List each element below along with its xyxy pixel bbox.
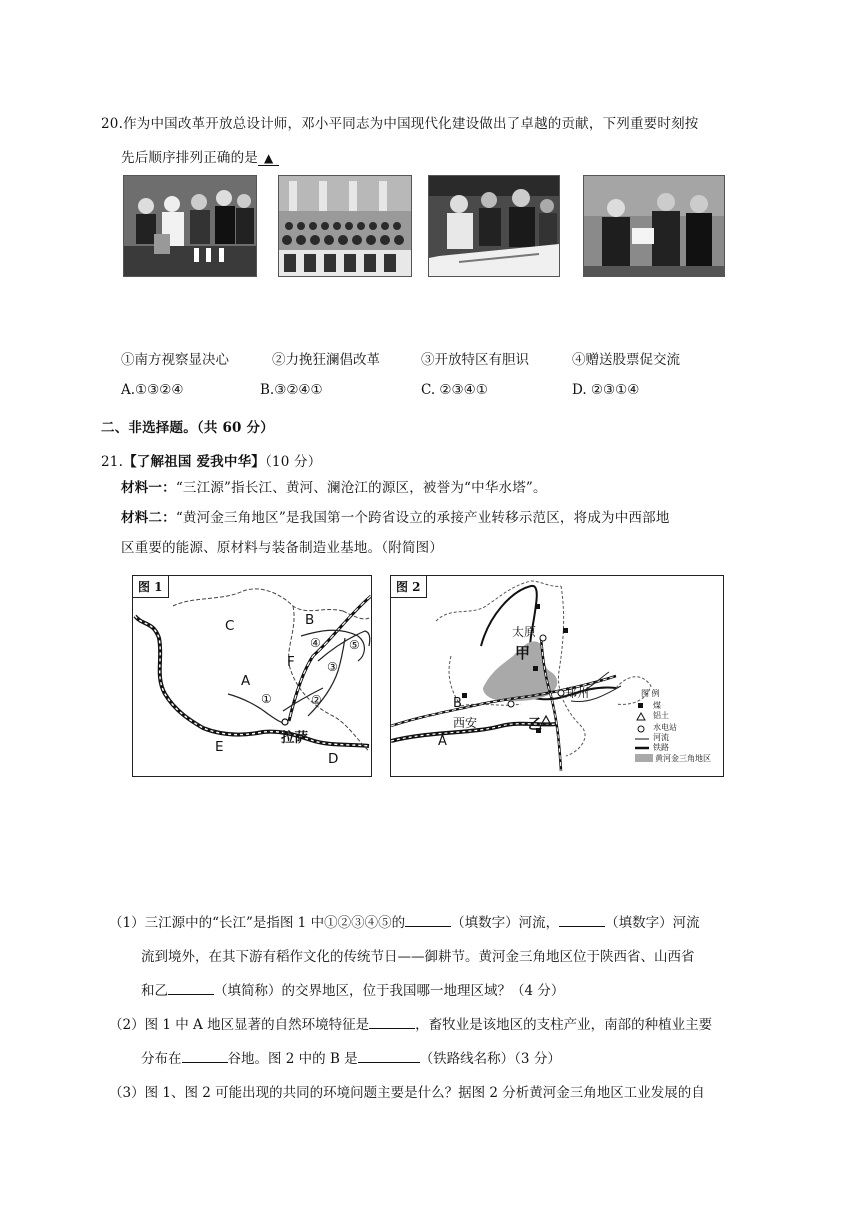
- mark-a: A: [438, 734, 447, 749]
- map-1-letter-b: B: [305, 612, 315, 628]
- event-3: ③开放特区有胆识: [421, 352, 529, 368]
- river-5: ⑤: [349, 638, 360, 652]
- material-2-label: 材料二：: [121, 510, 176, 526]
- option-a[interactable]: A.①③②④: [121, 382, 184, 398]
- sub1-text-e: 和乙: [141, 983, 168, 999]
- map-1-letter-d: D: [328, 751, 339, 767]
- sub2-text-d: 谷地。图 2 中的 B 是: [227, 1051, 358, 1067]
- sub2-line1: [109, 1013, 712, 1033]
- mark-yi: 乙: [528, 717, 542, 733]
- map-1-letter-e: E: [215, 739, 224, 755]
- sub2-line2: [141, 1047, 561, 1067]
- section-heading: 二、非选择题。（共 60 分）: [101, 420, 274, 436]
- sub1-line1: [109, 911, 700, 931]
- option-c[interactable]: C. ②③④①: [421, 382, 488, 398]
- blank-3[interactable]: [168, 994, 214, 995]
- event-4: ④赠送股票促交流: [572, 352, 680, 368]
- legend-aluminium: 铝土: [653, 711, 669, 720]
- mark-b: B: [453, 696, 462, 711]
- photo-2: [278, 175, 412, 277]
- map-1-letter-c: C: [225, 618, 235, 634]
- sub1-text-c: （填数字）河流: [605, 915, 700, 931]
- city-taiyuan: 太原: [512, 625, 537, 639]
- sub2-text-c: 分布在: [141, 1051, 182, 1067]
- q20-stem-text: 先后顺序排列正确的是: [121, 150, 258, 166]
- option-d[interactable]: D. ②③①④: [572, 382, 640, 398]
- map-2-label: 图 2: [391, 576, 427, 598]
- q21-title: 【了解祖国 爱我中华】: [123, 454, 265, 470]
- legend-river: 河流: [653, 733, 669, 742]
- blank-4[interactable]: [369, 1028, 415, 1029]
- option-b[interactable]: B.③②④①: [260, 382, 323, 398]
- blank-6[interactable]: [358, 1062, 420, 1063]
- material-1: [121, 476, 547, 496]
- river-2: ②: [311, 693, 322, 707]
- blank-5[interactable]: [182, 1062, 228, 1063]
- q20-stem-line2: [121, 146, 279, 166]
- map-1-letter-f: F: [287, 654, 295, 670]
- photo-3: [428, 175, 560, 277]
- river-3: ③: [327, 660, 338, 674]
- q21-score: （10 分）: [264, 454, 322, 470]
- sub1-line2: 流到境外，在其下游有稻作文化的传统节日——御耕节。黄河金三角地区位于陕西省、山西省: [141, 949, 695, 965]
- material-1-label: 材料一：: [121, 480, 176, 496]
- legend-coal: 煤: [653, 701, 661, 710]
- q21-number: 21.: [101, 454, 124, 470]
- q21-heading: [101, 450, 321, 470]
- material-2-line2: 区重要的能源、原材料与装备制造业基地。（附简图）: [121, 540, 444, 556]
- q20-stem-line1: 20.作为中国改革开放总设计师，邓小平同志为中国现代化建设做出了卓越的贡献，下列重要时刻按: [101, 116, 699, 132]
- sub2-text-b: ，畜牧业是该地区的支柱产业，南部的种植业主要: [415, 1017, 713, 1033]
- sub2-text-e: （铁路线名称）（3 分）: [419, 1051, 561, 1067]
- answer-blank[interactable]: ▲: [258, 151, 279, 166]
- map-1: [132, 575, 372, 777]
- river-1: ①: [261, 692, 272, 706]
- event-1: ①南方视察显决心: [121, 352, 229, 368]
- material-2-text-a: “黄河金三角地区”是我国第一个跨省设立的承接产业转移示范区，将成为中西部地: [175, 510, 670, 526]
- photo-1: [123, 175, 257, 277]
- legend-hydro: 水电站: [653, 723, 677, 732]
- material-2: [121, 506, 670, 526]
- map-1-letter-a: A: [241, 673, 251, 689]
- blank-1[interactable]: [405, 926, 451, 927]
- city-lhasa: 拉萨: [281, 730, 308, 746]
- sub1-text-f: （填简称）的交界地区，位于我国哪一地理区域？（4 分）: [214, 983, 565, 999]
- event-2: ②力挽狂澜倡改革: [272, 352, 380, 368]
- legend-railway: 铁路: [653, 743, 669, 752]
- river-4: ④: [310, 636, 321, 650]
- city-xian: 西安: [453, 716, 478, 730]
- sub1-text-b: （填数字）河流，: [451, 915, 560, 931]
- legend-title: 图 例: [641, 689, 660, 698]
- mark-jia: 甲: [515, 644, 531, 662]
- sub2-text-a: （2）图 1 中 A 地区显著的自然环境特征是: [109, 1017, 370, 1033]
- blank-2[interactable]: [559, 926, 605, 927]
- legend-region: 黄河金三角地区: [655, 754, 711, 763]
- map-1-label: 图 1: [133, 576, 169, 598]
- sub3-line1: （3）图 1、图 2 可能出现的共同的环境问题主要是什么？据图 2 分析黄河金三角地区工业发展的自: [109, 1085, 705, 1101]
- material-1-text: “三江源”指长江、黄河、澜沧江的源区，被誉为“中华水塔”。: [175, 480, 547, 496]
- sub1-line3: [141, 979, 564, 999]
- photo-4: [583, 175, 725, 277]
- city-zhengzhou: 郑州: [565, 686, 590, 700]
- map-2: [390, 575, 724, 777]
- sub1-text-a: （1）三江源中的“长江”是指图 1 中①②③④⑤的: [109, 915, 406, 931]
